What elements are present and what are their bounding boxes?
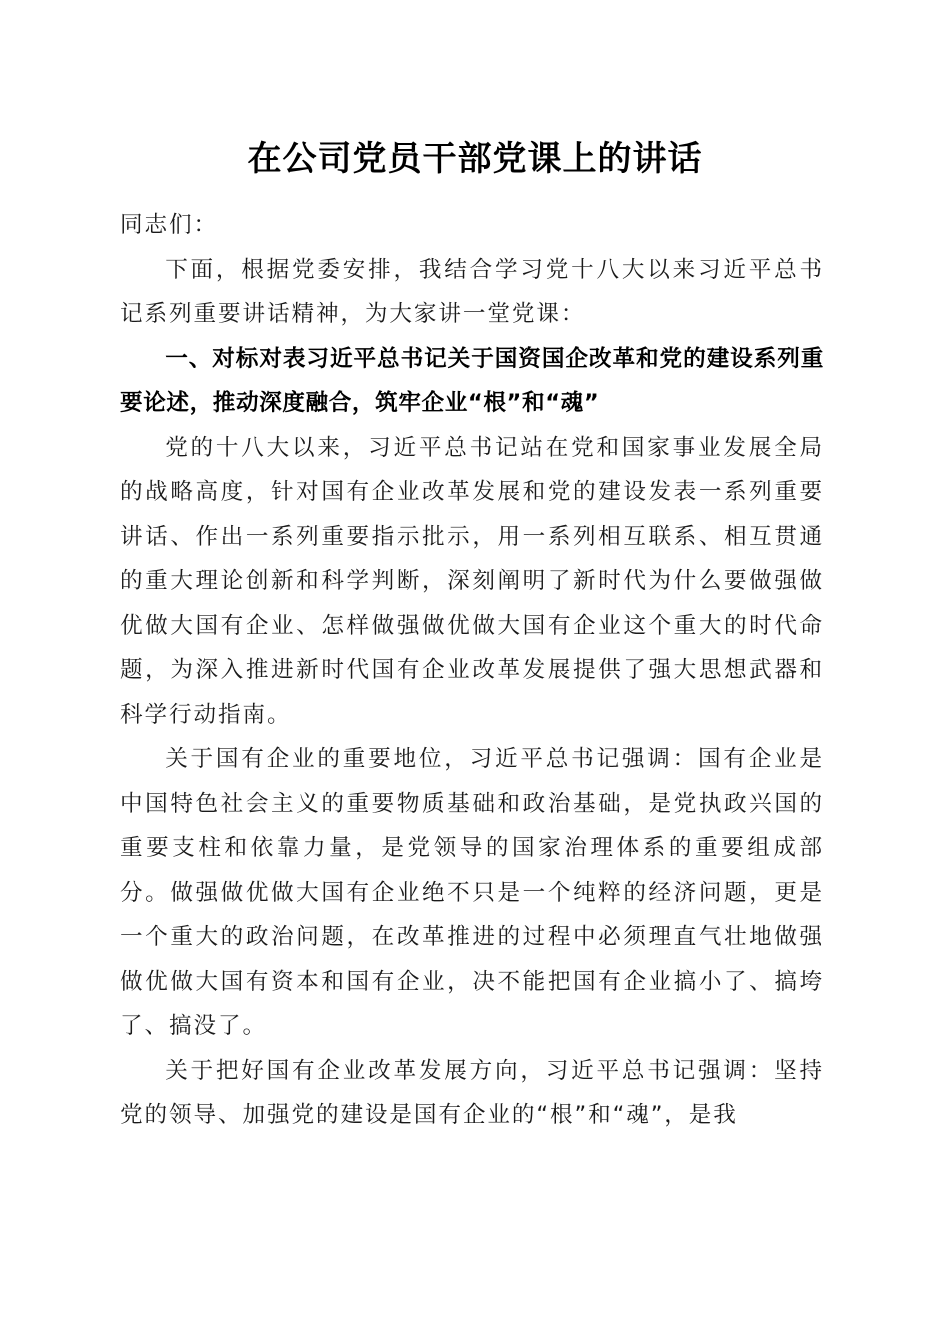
salutation: 同志们：: [120, 212, 218, 238]
document-body: [120, 203, 824, 1138]
paragraph-body: 关于国有企业的重要地位，习近平总书记强调：国有企业是中国特色社会主义的重要物质基础和政治基础，是党执政兴国的重要支柱和依靠力量，是党领导的国家治理体系的重要组成部分。做强做优做大国有企业绝不只是一个纯粹的经济问题，更是一个重大的政治问题，在改革推进的过程中必须理直气壮地做强做优做大国有资本和国有企业，决不能把国有企业搞小了、搞垮了、搞没了。: [120, 746, 824, 1039]
paragraph-body: 党的十八大以来，习近平总书记站在党和国家事业发展全局的战略高度，针对国有企业改革发展和党的建设发表一系列重要讲话、作出一系列重要指示批示，用一系列相互联系、相互贯通的重大理论创新和科学判断，深刻阐明了新时代为什么要做强做优做大国有企业、怎样做强做优做大国有企业这个重大的时代命题，为深入推进新时代国有企业改革发展提供了强大思想武器和科学行动指南。: [120, 434, 824, 728]
paragraph-body: 关于把好国有企业改革发展方向，习近平总书记强调：坚持党的领导、加强党的建设是国有企业的“根”和“魂”，是我: [120, 1057, 824, 1128]
section-heading-1: 一、对标对表习近平总书记关于国资国企改革和党的建设系列重要论述，推动深度融合，筑牢企业“根”和“魂”: [120, 345, 824, 416]
document-title: 在公司党员干部党课上的讲话: [247, 139, 703, 179]
paragraph-intro: 下面，根据党委安排，我结合学习党十八大以来习近平总书记系列重要讲话精神，为大家讲一堂党课：: [120, 256, 824, 327]
